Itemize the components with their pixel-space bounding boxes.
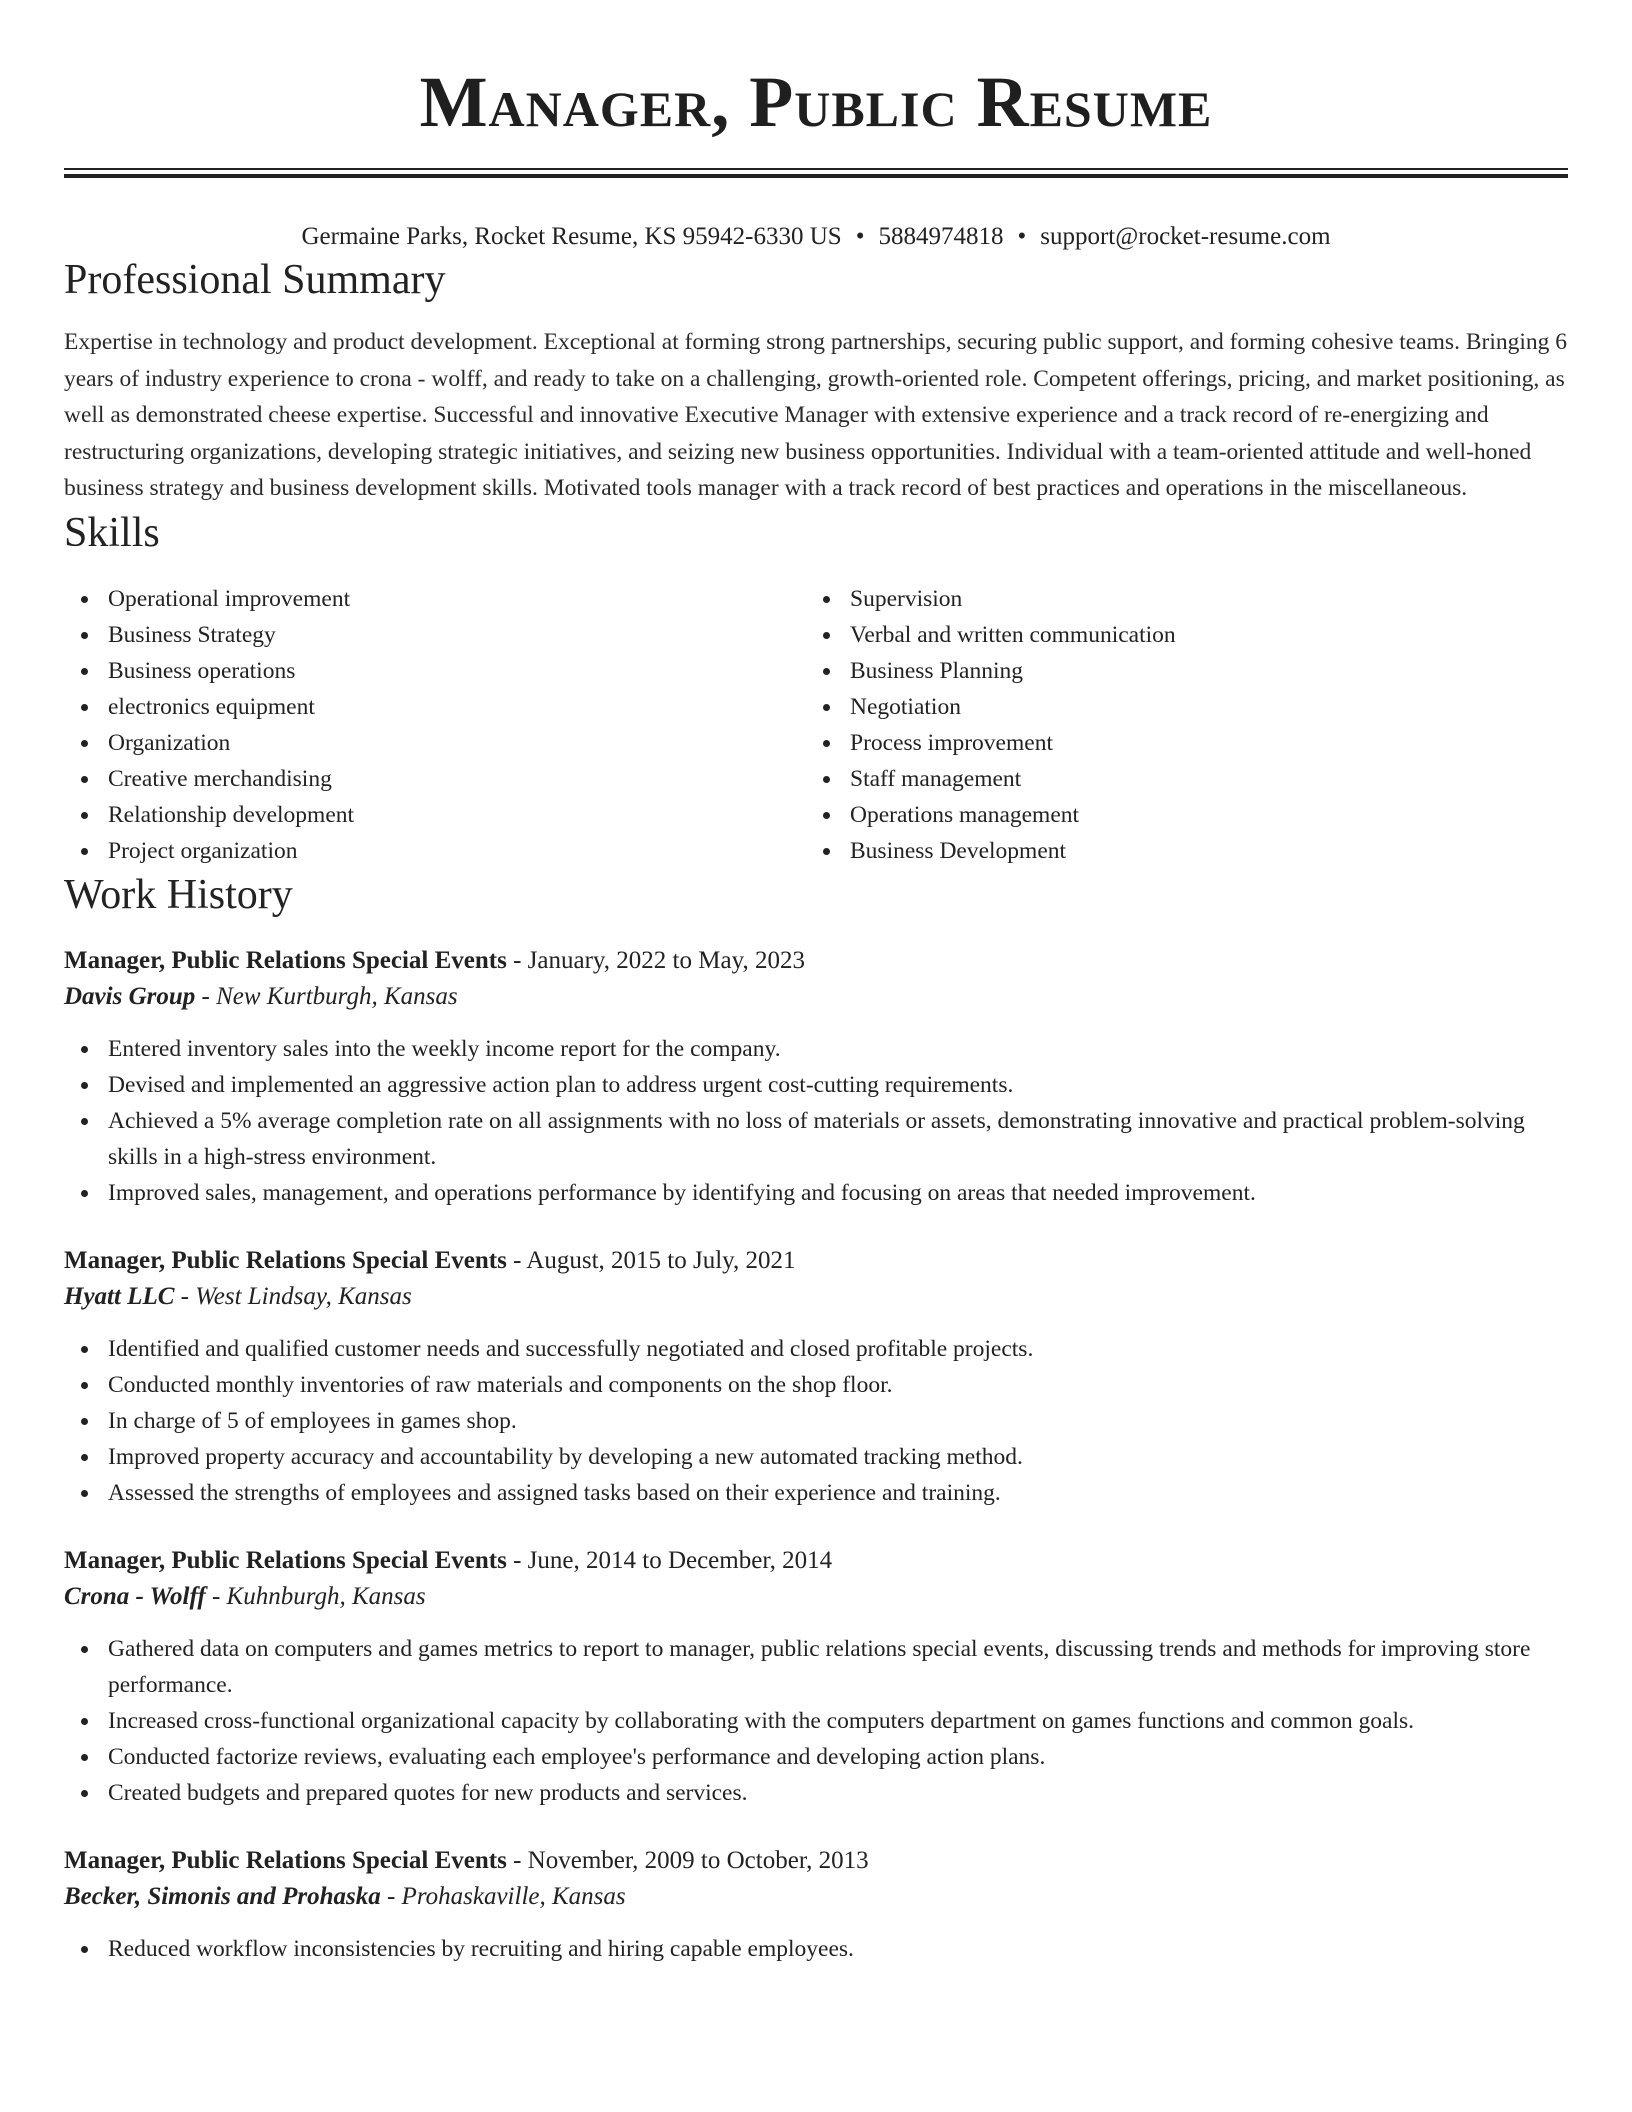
skill-item: Creative merchandising bbox=[64, 761, 806, 797]
duty-item: In charge of 5 of employees in games shop. bbox=[64, 1403, 1568, 1439]
contact-separator: • bbox=[1017, 223, 1027, 250]
job-dates: - August, 2015 to July, 2021 bbox=[506, 1246, 796, 1274]
company-line bbox=[64, 1579, 1568, 1615]
duty-item: Entered inventory sales into the weekly income report for the company. bbox=[64, 1031, 1568, 1067]
skills-column-right bbox=[806, 581, 1548, 869]
company-location: - West Lindsay, Kansas bbox=[174, 1282, 412, 1310]
skill-item: Operations management bbox=[806, 797, 1548, 833]
summary-heading: Professional Summary bbox=[64, 257, 446, 303]
summary-text: Expertise in technology and product development. Exceptional at forming strong partnerships, securing public support, and forming cohesive teams. Bringing 6 years of industry experience to crona - wolff, and ready to take on a challenging, growth-oriented role. Competent offerings, pricing, and market positioning, as well as demonstrated cheese expertise. Successful and innovative Executive Manager with extensive experience and a track record of re-energizing and restructuring organizations, developing strategic initiatives, and seizing new business opportunities. Individual with a team-oriented attitude and well-honed business strategy and business development skills. Motivated tools manager with a track record of best practices and operations in the miscellaneous. bbox=[64, 329, 1568, 501]
job-entry bbox=[64, 1543, 1568, 1811]
duty-item: Created budgets and prepared quotes for new products and services. bbox=[64, 1775, 1568, 1811]
company-location: - Kuhnburgh, Kansas bbox=[205, 1582, 426, 1610]
job-duties bbox=[64, 1031, 1568, 1211]
job-entry bbox=[64, 1843, 1568, 1967]
company-name: Hyatt LLC bbox=[64, 1282, 175, 1310]
company-line bbox=[64, 1279, 1568, 1315]
job-entry bbox=[64, 943, 1568, 1211]
skill-item: Verbal and written communication bbox=[806, 617, 1548, 653]
duty-item: Devised and implemented an aggressive action plan to address urgent cost-cutting requirements. bbox=[64, 1067, 1568, 1103]
job-dates: - January, 2022 to May, 2023 bbox=[506, 946, 805, 974]
contact-line bbox=[64, 220, 1568, 254]
job-title-line bbox=[64, 1843, 1568, 1879]
skill-item: Relationship development bbox=[64, 797, 806, 833]
skill-item: electronics equipment bbox=[64, 689, 806, 725]
job-title: Manager, Public Relations Special Events bbox=[64, 1546, 507, 1574]
job-duties bbox=[64, 1331, 1568, 1511]
company-name: Becker, Simonis and Prohaska bbox=[64, 1882, 381, 1910]
job-title-line bbox=[64, 943, 1568, 979]
skill-item: Negotiation bbox=[806, 689, 1548, 725]
duty-item: Improved sales, management, and operations performance by identifying and focusing on areas that needed improvement. bbox=[64, 1175, 1568, 1211]
skill-item: Staff management bbox=[806, 761, 1548, 797]
duty-item: Achieved a 5% average completion rate on all assignments with no loss of materials or assets, demonstrating innovative and practical problem-solving skills in a high-stress environment. bbox=[64, 1103, 1568, 1175]
job-title-line bbox=[64, 1543, 1568, 1579]
duty-item: Identified and qualified customer needs and successfully negotiated and closed profitable projects. bbox=[64, 1331, 1568, 1367]
job-title: Manager, Public Relations Special Events bbox=[64, 1846, 507, 1874]
skill-item: Organization bbox=[64, 725, 806, 761]
duty-item: Increased cross-functional organizational capacity by collaborating with the computers department on games functions and common goals. bbox=[64, 1703, 1568, 1739]
skill-item: Business Strategy bbox=[64, 617, 806, 653]
work-history-heading: Work History bbox=[64, 871, 293, 918]
contact-separator: • bbox=[855, 223, 865, 250]
skills-column-left bbox=[64, 581, 806, 869]
job-title-line bbox=[64, 1243, 1568, 1279]
company-location: - Prohaskaville, Kansas bbox=[380, 1882, 626, 1910]
duty-item: Conducted factorize reviews, evaluating each employee's performance and developing action plans. bbox=[64, 1739, 1568, 1775]
skill-item: Process improvement bbox=[806, 725, 1548, 761]
skills-list bbox=[64, 581, 1568, 869]
company-line bbox=[64, 979, 1568, 1015]
resume-title: Manager, Public Resume bbox=[419, 62, 1213, 142]
company-name: Davis Group bbox=[64, 982, 196, 1010]
job-title: Manager, Public Relations Special Events bbox=[64, 946, 507, 974]
duty-item: Gathered data on computers and games metrics to report to manager, public relations special events, discussing trends and methods for improving store performance. bbox=[64, 1631, 1568, 1703]
skill-item: Operational improvement bbox=[64, 581, 806, 617]
job-dates: - June, 2014 to December, 2014 bbox=[506, 1546, 833, 1574]
job-duties bbox=[64, 1931, 1568, 1967]
skill-item: Business Development bbox=[806, 833, 1548, 869]
duty-item: Reduced workflow inconsistencies by recruiting and hiring capable employees. bbox=[64, 1931, 1568, 1967]
title-divider bbox=[64, 168, 1568, 178]
company-location: - New Kurtburgh, Kansas bbox=[195, 982, 458, 1010]
resume-page bbox=[64, 0, 1568, 1967]
skill-item: Business operations bbox=[64, 653, 806, 689]
company-line bbox=[64, 1879, 1568, 1915]
job-title: Manager, Public Relations Special Events bbox=[64, 1246, 507, 1274]
contact-address: Germaine Parks, Rocket Resume, KS 95942-6330 US bbox=[301, 223, 842, 250]
job-duties bbox=[64, 1631, 1568, 1811]
skill-item: Supervision bbox=[806, 581, 1548, 617]
contact-phone[interactable]: 5884974818 bbox=[878, 223, 1004, 250]
duty-item: Conducted monthly inventories of raw materials and components on the shop floor. bbox=[64, 1367, 1568, 1403]
job-dates: - November, 2009 to October, 2013 bbox=[506, 1846, 869, 1874]
duty-item: Improved property accuracy and accountability by developing a new automated tracking method. bbox=[64, 1439, 1568, 1475]
skill-item: Business Planning bbox=[806, 653, 1548, 689]
skills-heading: Skills bbox=[64, 509, 160, 556]
contact-email[interactable]: support@rocket-resume.com bbox=[1040, 223, 1331, 250]
company-name: Crona - Wolff bbox=[64, 1582, 206, 1610]
duty-item: Assessed the strengths of employees and assigned tasks based on their experience and training. bbox=[64, 1475, 1568, 1511]
skill-item: Project organization bbox=[64, 833, 806, 869]
job-entry bbox=[64, 1243, 1568, 1511]
